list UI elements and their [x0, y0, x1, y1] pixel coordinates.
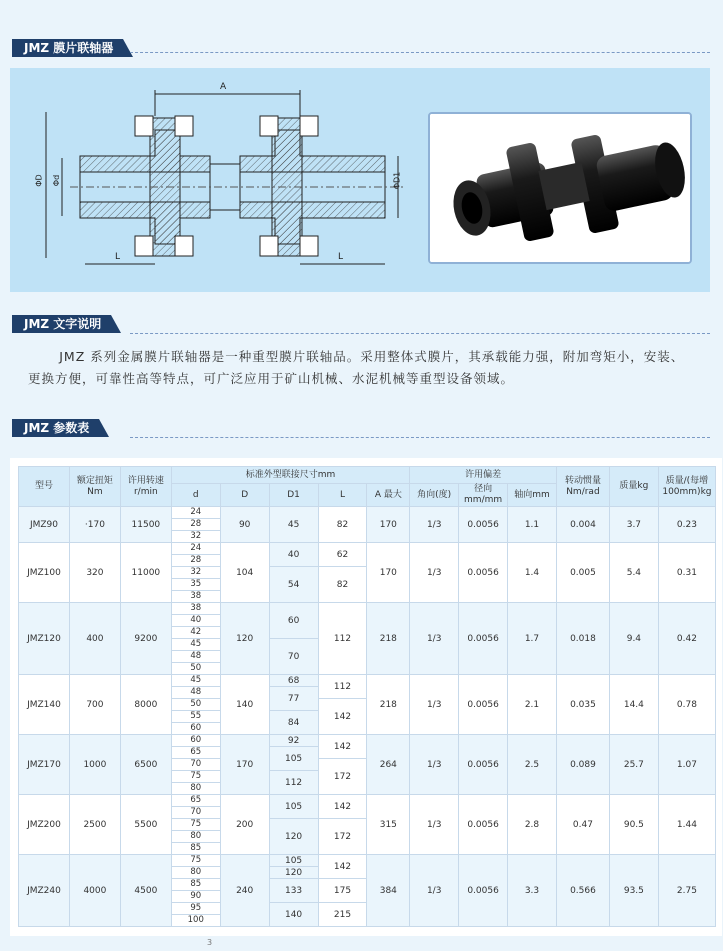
header-D1: D1: [269, 484, 318, 507]
header-deviation: 许用偏差: [410, 467, 557, 484]
cell-torque: 320: [69, 543, 120, 603]
header-angle: 角向(度): [410, 484, 459, 507]
cell-mass-100: 0.23: [658, 507, 715, 543]
cell-axial: 1.1: [508, 507, 557, 543]
cell-d: 75: [171, 771, 220, 783]
cell-L: 142: [318, 735, 367, 759]
header-d: d: [171, 484, 220, 507]
cell-d: 38: [171, 591, 220, 603]
cell-d: 65: [171, 795, 220, 807]
cell-d: 75: [171, 855, 220, 867]
cell-d: 80: [171, 867, 220, 879]
description-paragraph: JMZ 系列金属膜片联轴器是一种重型膜片联轴品。采用整体式膜片，其承载能力强，附加弯矩小，安装、更换方便，可靠性高等特点，可广泛应用于矿山机械、水泥机械等重型设备领域。: [28, 349, 685, 386]
page-number: 3: [207, 938, 213, 947]
header-speed: 许用转速 r/min: [120, 467, 171, 507]
cell-d: 24: [171, 507, 220, 519]
section-divider: [130, 333, 710, 334]
section-header-table: [12, 418, 99, 438]
cell-model: JMZ200: [19, 795, 70, 855]
cell-D1: 112: [269, 771, 318, 795]
section-title-text: JMZ 文字说明: [12, 315, 111, 333]
cell-mass-100: 0.42: [658, 603, 715, 675]
cell-radial: 0.0056: [459, 603, 508, 675]
header-mass-100: 质量/(每增 100mm)kg: [658, 467, 715, 507]
cell-D1: 54: [269, 567, 318, 603]
cell-D1: 92: [269, 735, 318, 747]
cell-radial: 0.0056: [459, 543, 508, 603]
section-title-table: JMZ 参数表: [12, 419, 99, 437]
cell-d: 50: [171, 663, 220, 675]
section-header-diagram: [12, 38, 123, 58]
cell-angle: 1/3: [410, 735, 459, 795]
cell-d: 32: [171, 531, 220, 543]
cell-L: 215: [318, 903, 367, 927]
cell-L: 172: [318, 819, 367, 855]
cell-speed: 5500: [120, 795, 171, 855]
section-title-diagram: JMZ 膜片联轴器: [12, 39, 123, 57]
cell-torque: 4000: [69, 855, 120, 927]
cell-mass: 25.7: [609, 735, 658, 795]
cell-D1: 105: [269, 795, 318, 819]
cell-model: JMZ90: [19, 507, 70, 543]
header-model: 型号: [19, 467, 70, 507]
cell-D1: 60: [269, 603, 318, 639]
cell-axial: 3.3: [508, 855, 557, 927]
cell-angle: 1/3: [410, 507, 459, 543]
cell-radial: 0.0056: [459, 507, 508, 543]
section-divider: [130, 437, 710, 438]
cell-model: JMZ120: [19, 603, 70, 675]
parameter-table-panel: [10, 458, 722, 936]
cell-L: 142: [318, 699, 367, 735]
cell-L: 82: [318, 507, 367, 543]
cell-d: 42: [171, 627, 220, 639]
cell-D: 170: [220, 735, 269, 795]
cell-A: 170: [367, 543, 410, 603]
cell-d: 45: [171, 639, 220, 651]
cell-d: 48: [171, 687, 220, 699]
header-L: L: [318, 484, 367, 507]
table-row: [19, 603, 716, 615]
cell-speed: 4500: [120, 855, 171, 927]
cell-axial: 2.5: [508, 735, 557, 795]
table-row: [19, 507, 716, 519]
cell-mass: 5.4: [609, 543, 658, 603]
cell-mass: 14.4: [609, 675, 658, 735]
cell-D1: 120: [269, 867, 318, 879]
cell-D: 200: [220, 795, 269, 855]
cell-d: 28: [171, 555, 220, 567]
cell-D1: 140: [269, 903, 318, 927]
cell-L: 175: [318, 879, 367, 903]
header-torque: 额定扭矩 Nm: [69, 467, 120, 507]
cell-d: 75: [171, 819, 220, 831]
cell-angle: 1/3: [410, 603, 459, 675]
header-inertia: 转动惯量 Nm/rad: [556, 467, 609, 507]
cell-torque: 700: [69, 675, 120, 735]
cell-D1: 84: [269, 711, 318, 735]
cell-model: JMZ140: [19, 675, 70, 735]
cell-A: 315: [367, 795, 410, 855]
header-axial: 轴向mm: [508, 484, 557, 507]
cell-D1: 77: [269, 687, 318, 711]
cell-inertia: 0.47: [556, 795, 609, 855]
section-divider: [130, 52, 710, 53]
cell-mass-100: 1.07: [658, 735, 715, 795]
cell-inertia: 0.035: [556, 675, 609, 735]
cell-angle: 1/3: [410, 855, 459, 927]
cell-d: 60: [171, 735, 220, 747]
cell-angle: 1/3: [410, 795, 459, 855]
cell-d: 35: [171, 579, 220, 591]
cell-d: 45: [171, 675, 220, 687]
cell-d: 70: [171, 759, 220, 771]
cell-d: 85: [171, 879, 220, 891]
cell-L: 142: [318, 855, 367, 879]
cell-radial: 0.0056: [459, 795, 508, 855]
cell-axial: 2.1: [508, 675, 557, 735]
cell-d: 50: [171, 699, 220, 711]
cell-L: 112: [318, 603, 367, 675]
cell-speed: 6500: [120, 735, 171, 795]
cell-d: 70: [171, 807, 220, 819]
dim-label-od1: ΦD1: [392, 171, 402, 190]
cell-torque: 2500: [69, 795, 120, 855]
cell-d: 24: [171, 543, 220, 555]
cell-L: 82: [318, 567, 367, 603]
cell-D: 104: [220, 543, 269, 603]
cell-L: 62: [318, 543, 367, 567]
cell-D1: 120: [269, 819, 318, 855]
coupling-drawing: [10, 68, 430, 292]
table-row: [19, 795, 716, 807]
cell-mass: 3.7: [609, 507, 658, 543]
cell-mass: 90.5: [609, 795, 658, 855]
cell-D1: 68: [269, 675, 318, 687]
header-radial: 径向mm/mm: [459, 484, 508, 507]
dim-label-a: A: [220, 82, 227, 92]
cell-mass-100: 0.31: [658, 543, 715, 603]
cell-inertia: 0.566: [556, 855, 609, 927]
cell-L: 112: [318, 675, 367, 699]
header-D: D: [220, 484, 269, 507]
table-row: [19, 675, 716, 687]
parameter-table: [18, 466, 716, 927]
cell-mass-100: 1.44: [658, 795, 715, 855]
table-row: [19, 855, 716, 867]
cell-d: 28: [171, 519, 220, 531]
cell-D1: 133: [269, 879, 318, 903]
dim-label-l-left: L: [115, 252, 121, 262]
table-row: [19, 543, 716, 555]
dim-label-od-small: Φd: [52, 174, 62, 187]
cell-d: 40: [171, 615, 220, 627]
cell-angle: 1/3: [410, 675, 459, 735]
cell-D: 120: [220, 603, 269, 675]
cell-A: 218: [367, 603, 410, 675]
cell-D: 140: [220, 675, 269, 735]
cell-D1: 40: [269, 543, 318, 567]
header-dims: 标准外型联接尺寸mm: [171, 467, 409, 484]
cell-d: 48: [171, 651, 220, 663]
cell-speed: 11500: [120, 507, 171, 543]
cell-d: 100: [171, 915, 220, 927]
cell-inertia: 0.005: [556, 543, 609, 603]
cell-d: 55: [171, 711, 220, 723]
cell-angle: 1/3: [410, 543, 459, 603]
cell-A: 264: [367, 735, 410, 795]
cell-mass: 9.4: [609, 603, 658, 675]
cell-inertia: 0.004: [556, 507, 609, 543]
cell-D1: 45: [269, 507, 318, 543]
cell-torque: 1000: [69, 735, 120, 795]
cell-axial: 2.8: [508, 795, 557, 855]
cell-inertia: 0.018: [556, 603, 609, 675]
cell-A: 170: [367, 507, 410, 543]
section-header-text: [12, 314, 111, 334]
coupling-photo-illustration: [430, 114, 692, 264]
cell-radial: 0.0056: [459, 675, 508, 735]
cell-D: 90: [220, 507, 269, 543]
cell-mass-100: 2.75: [658, 855, 715, 927]
cell-A: 218: [367, 675, 410, 735]
cell-model: JMZ240: [19, 855, 70, 927]
cell-d: 65: [171, 747, 220, 759]
cell-speed: 11000: [120, 543, 171, 603]
cell-torque: ·170: [69, 507, 120, 543]
dim-label-od: ΦD: [34, 174, 44, 187]
product-photo: [428, 112, 692, 264]
header-A: A 最大: [367, 484, 410, 507]
cell-speed: 8000: [120, 675, 171, 735]
cell-model: JMZ100: [19, 543, 70, 603]
cell-d: 85: [171, 843, 220, 855]
cell-D1: 105: [269, 855, 318, 867]
table-row: [19, 735, 716, 747]
cell-axial: 1.7: [508, 603, 557, 675]
cell-A: 384: [367, 855, 410, 927]
cell-speed: 9200: [120, 603, 171, 675]
cell-d: 80: [171, 783, 220, 795]
cell-mass: 93.5: [609, 855, 658, 927]
table-body: [19, 507, 716, 927]
cell-D: 240: [220, 855, 269, 927]
cell-mass-100: 0.78: [658, 675, 715, 735]
cell-d: 60: [171, 723, 220, 735]
cell-torque: 400: [69, 603, 120, 675]
cell-D1: 70: [269, 639, 318, 675]
cell-D1: 105: [269, 747, 318, 771]
cell-radial: 0.0056: [459, 855, 508, 927]
cell-L: 142: [318, 795, 367, 819]
cell-d: 32: [171, 567, 220, 579]
header-mass: 质量kg: [609, 467, 658, 507]
cell-axial: 1.4: [508, 543, 557, 603]
dim-label-l-right: L: [338, 252, 344, 262]
cell-d: 80: [171, 831, 220, 843]
cell-model: JMZ170: [19, 735, 70, 795]
cell-inertia: 0.089: [556, 735, 609, 795]
cell-L: 172: [318, 759, 367, 795]
cell-radial: 0.0056: [459, 735, 508, 795]
cell-d: 38: [171, 603, 220, 615]
cell-d: 95: [171, 903, 220, 915]
cell-d: 90: [171, 891, 220, 903]
